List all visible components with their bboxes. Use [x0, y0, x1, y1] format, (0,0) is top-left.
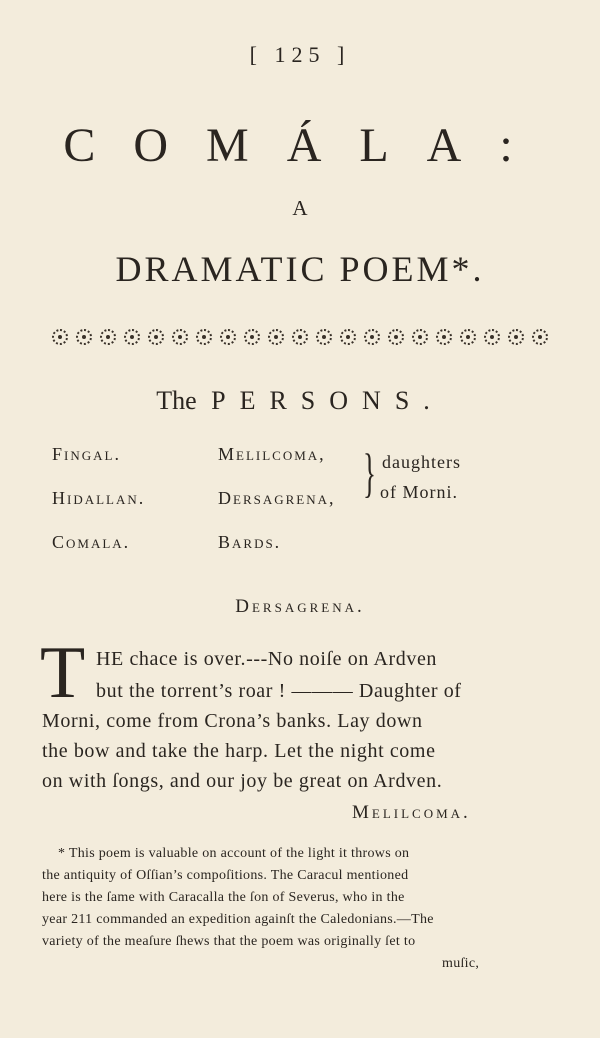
ornament-rosette	[196, 329, 212, 345]
ornament-rosette	[244, 329, 260, 345]
ornament-rosette	[220, 329, 236, 345]
footnote-line: variety of the meaſure ſhews that the poem was originally ſet to	[42, 934, 416, 949]
speech-line: on with ſongs, and our joy be great on Ardven.	[42, 770, 443, 792]
ornament-rosette	[388, 329, 404, 345]
persons-note-daughters: daughters	[382, 452, 461, 472]
persons-note-of-morni: of Morni.	[380, 482, 458, 502]
persons-heading-the: The	[156, 386, 197, 415]
persons-heading	[0, 386, 600, 416]
ornament-rosette	[316, 329, 332, 345]
ornament-rosette	[292, 329, 308, 345]
drop-cap: T	[40, 632, 86, 714]
ornament-rosette	[100, 329, 116, 345]
person-fingal: Fingal.	[52, 444, 121, 464]
ornament-rosette	[436, 329, 452, 345]
footnote-line: * This poem is valuable on account of the light it throws on	[58, 846, 410, 861]
person-hidallan: Hidallan.	[52, 488, 146, 508]
speech-line: but the torrent’s roar ! ——— Daughter of	[96, 680, 462, 702]
speech-line: the bow and take the harp. Let the night come	[42, 740, 436, 762]
speaker-dersagrena: Dersagrena.	[235, 596, 365, 617]
speech-line: HE chace is over.---No noiſe on Ardven	[96, 648, 438, 670]
ornament-rosette	[52, 329, 68, 345]
footnote-line: here is the ſame with Caracalla the ſon of Severus, who in the	[42, 890, 405, 905]
speaker-melilcoma: Melilcoma.	[352, 802, 471, 823]
ornament-rosette	[460, 329, 476, 345]
person-dersagrena: Dersagrena,	[218, 488, 336, 508]
ornament-rosette	[268, 329, 284, 345]
ornament-rosette	[172, 329, 188, 345]
subtitle-dramatic-poem: DRAMATIC POEM*.	[115, 249, 485, 289]
person-comala: Comala.	[52, 532, 131, 552]
footnote-line: muſic,	[442, 956, 480, 971]
ornament-rosette	[124, 329, 140, 345]
page-number: [ 125 ]	[249, 42, 351, 67]
person-bards: Bards.	[218, 532, 282, 552]
ornament-rosette	[340, 329, 356, 345]
ornament-rosette	[508, 329, 524, 345]
ornament-rosette	[148, 329, 164, 345]
ornament-rosette	[484, 329, 500, 345]
subtitle-a: A	[292, 196, 308, 220]
ornament-rosette	[76, 329, 92, 345]
ornament-rosette	[364, 329, 380, 345]
poem-title: COMÁLA:	[63, 119, 551, 172]
speech-line: Morni, come from Crona’s banks. Lay down	[42, 710, 423, 732]
persons-heading-persons: PERSONS.	[211, 386, 444, 415]
person-melilcoma: Melilcoma,	[218, 444, 326, 464]
footnote-line: year 211 commanded an expedition againſt the Caledonians.—The	[42, 912, 434, 927]
footnote-line: the antiquity of Oſſian’s compoſitions. The Caracul mentioned	[42, 868, 409, 883]
ornament-border	[52, 326, 548, 348]
ornament-rosette	[532, 329, 548, 345]
brace-mark: }	[363, 443, 376, 503]
ornament-rosette	[412, 329, 428, 345]
